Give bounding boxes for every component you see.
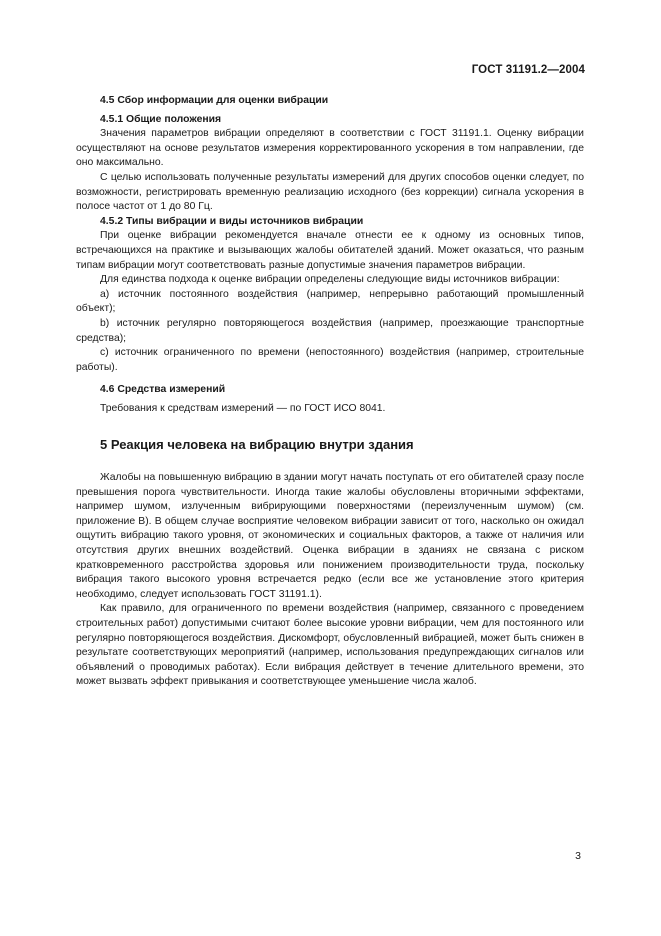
paragraph: Как правило, для ограниченного по времени воздействия (например, связанного с проведением строительных работ) допустимыми считают более высокие уровни вибрации, чем для постоянного или регулярно повторяющегося воздействия. Дискомфорт, обусловленный вибрацией, может быть снижен в результате соответствующих мероприятий (например, использования предупреждающих сигналов или объявлений о проводимых работах). Если вибрация действует в течение длительного времени, это может вызвать эффект привыкания и соответствующее уменьшение числа жалоб. xyxy=(76,603,584,688)
section-4-5-1-heading: 4.5.1 Общие положения xyxy=(100,113,222,125)
paragraph: При оценке вибрации рекомендуется вначале отнести ее к одному из основных типов, встречающихся на практике и вызывающих жалобы обитателей зданий. Может оказаться, что разным типам вибрации могут соответствовать разные допустимые значения параметров вибрации. xyxy=(76,230,584,271)
paragraph: Требования к средствам измерений — по ГОСТ ИСО 8041. xyxy=(100,402,386,414)
list-item: b) источник регулярно повторяющегося воздействия (например, проезжающие транспортные средства); xyxy=(76,317,584,344)
section-5-heading: 5 Реакция человека на вибрацию внутри здания xyxy=(100,437,414,453)
document-body xyxy=(76,94,584,690)
list-item: a) источник постоянного воздействия (например, непрерывно работающий промышленный объект); xyxy=(76,288,584,315)
section-4-5-2-heading: 4.5.2 Типы вибрации и виды источников вибрации xyxy=(100,215,364,227)
paragraph: С целью использовать полученные результаты измерений для других способов оценки следует, по возможности, регистрировать временную реализацию исходного (без коррекции) сигнала ускорения в полосе частот от 1 до 80 Гц. xyxy=(76,171,584,213)
paragraph: Жалобы на повышенную вибрацию в здании могут начать поступать от его обитателей сразу после превышения порога чувствительности. Иногда такие жалобы обусловлены вторичными эффектами, например шумом, излученным вибрирующими поверхностями (переизлученным шумом) (см. приложение В). В общем случае восприятие человеком вибрации зависит от того, насколько он ожидал ощутить вибрацию такого уровня, от экономических и социальных факторов, а также от наличия или отсутствия других внешних воздействий. Оценка вибрации в зданиях не связана с риском кратковременного расстройства здоровья или понижением производительности труда, поскольку вибрация такого высокого уровня встречается редко (если все же установление этого критерия необходимо, следует использовать ГОСТ 31191.1). xyxy=(76,472,584,600)
page-number: 3 xyxy=(575,850,581,862)
section-4-5-heading: 4.5 Сбор информации для оценки вибрации xyxy=(100,95,329,106)
section-4-6-heading: 4.6 Средства измерений xyxy=(100,384,226,396)
list-item: c) источник ограниченного по времени (непостоянного) воздействия (например, строительные работы). xyxy=(76,347,584,373)
paragraph: Значения параметров вибрации определяют в соответствии с ГОСТ 31191.1. Оценку вибрации осуществляют на основе результатов измерения корректированного ускорения в том направлении, где оно максимально. xyxy=(76,128,584,169)
document-header: ГОСТ 31191.2—2004 xyxy=(471,64,585,76)
paragraph: Для единства подхода к оценке вибрации определены следующие виды источников вибрации: xyxy=(100,274,560,286)
